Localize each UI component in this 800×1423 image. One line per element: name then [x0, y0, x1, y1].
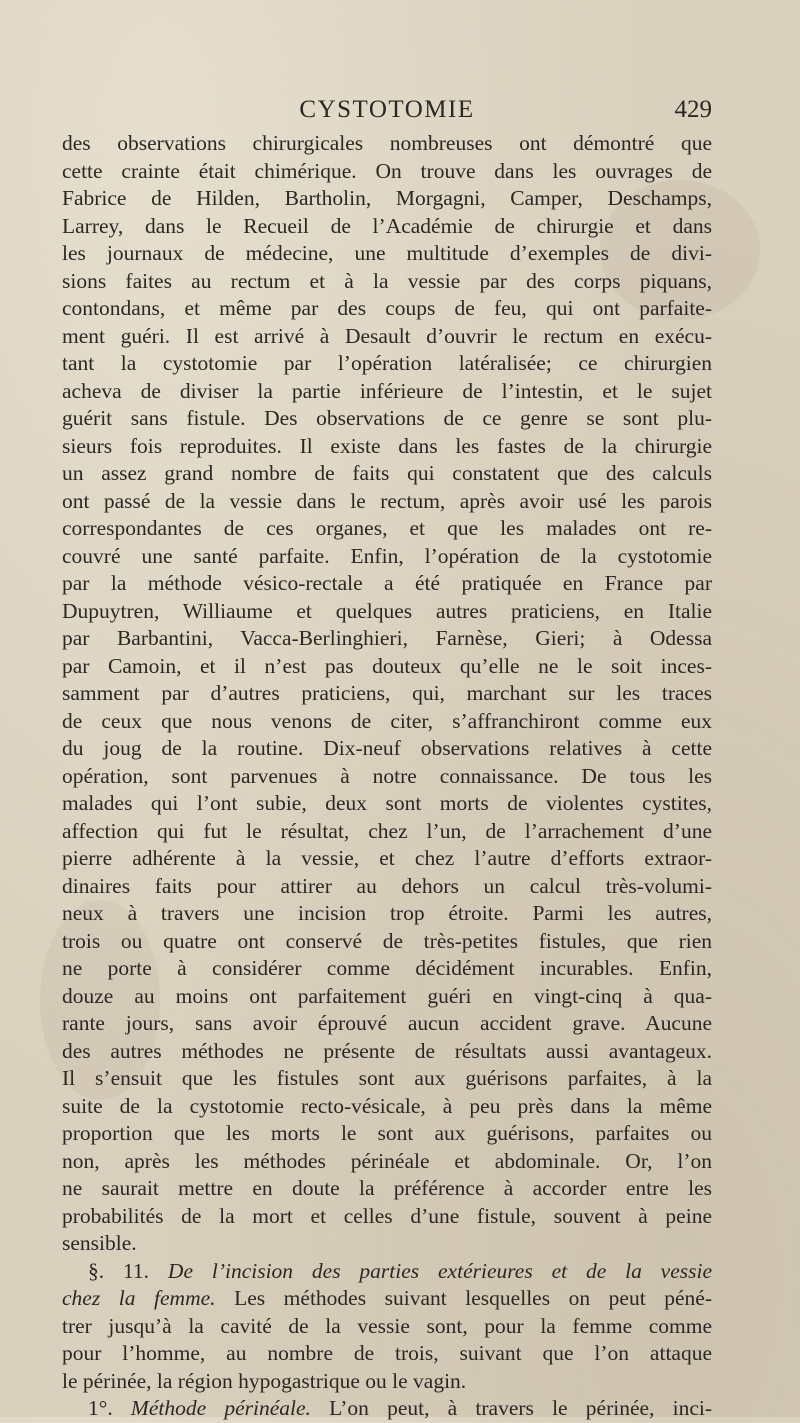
text-line: cette crainte était chimérique. On trouve dans les ouvrages de — [62, 158, 712, 183]
text-line: Dupuytren, Williaume et quelques autres praticiens, en Italie — [62, 598, 712, 623]
section-text: Les méthodes suivant lesquelles on peut péné- — [215, 1286, 712, 1310]
text-line: trer jusqu’à la cavité de la vessie sont, pour la femme comme — [62, 1313, 712, 1338]
text-line: rante jours, sans avoir éprouvé aucun accident grave. Aucune — [62, 1011, 712, 1035]
text-line: par Barbantini, Vacca-Berlinghieri, Farnèse, Gieri; à Odessa — [62, 626, 712, 650]
text-line: Fabrice de Hilden, Bartholin, Morgagni, Camper, Deschamps, — [62, 186, 712, 210]
text-line: couvré une santé parfaite. Enfin, l’opération de la cystotomie — [62, 543, 712, 568]
text-line: Il s’ensuit que les fistules sont aux guérisons parfaites, à la — [62, 1066, 712, 1090]
running-title: CYSTOTOMIE — [299, 96, 475, 123]
text-line: ne saurait mettre en doute la préférence à accorder entre les — [62, 1176, 712, 1200]
body-text — [62, 130, 712, 1423]
subsection-heading-line — [62, 1395, 712, 1423]
text-line: pierre adhérente à la vessie, et chez l’autre d’efforts extraor- — [62, 846, 712, 870]
text-line: dinaires faits pour attirer au dehors un calcul très-volumi- — [62, 873, 712, 898]
text-line: sensible. — [62, 1231, 137, 1255]
text-line: un assez grand nombre de faits qui constatent que des calculs — [62, 461, 712, 485]
text-line: acheva de diviser la partie inférieure de l’intestin, et le sujet — [62, 378, 712, 403]
section-title-continued: chez la femme. — [62, 1286, 216, 1310]
text-line: par la méthode vésico-rectale a été pratiquée en France par — [62, 571, 712, 595]
text-line: Larrey, dans le Recueil de l’Académie de chirurgie et dans — [62, 213, 712, 238]
text-line: samment par d’autres praticiens, qui, marchant sur les traces — [62, 681, 712, 705]
text-line: affection qui fut le résultat, chez l’un, de l’arrachement d’une — [62, 818, 712, 843]
text-line: ont passé de la vessie dans le rectum, après avoir usé les parois — [62, 488, 712, 513]
text-line: sions faites au rectum et à la vessie par des corps piquans, — [62, 268, 712, 293]
subsection-title: Méthode périnéale. — [130, 1396, 311, 1420]
text-line: des autres méthodes ne présente de résultats aussi avantageux. — [62, 1038, 712, 1063]
section-number: §. 11. — [88, 1258, 150, 1283]
subsection-number: 1°. — [88, 1396, 113, 1420]
text-line: par Camoin, et il n’est pas douteux qu’elle ne le soit inces- — [62, 653, 712, 678]
text-line: des observations chirurgicales nombreuses ont démontré que — [62, 131, 712, 155]
text-line: du joug de la routine. Dix-neuf observations relatives à cette — [62, 736, 712, 760]
section-heading-line — [62, 1285, 712, 1313]
text-line: trois ou quatre ont conservé de très-petites fistules, que rien — [62, 928, 712, 953]
text-line: contondans, et même par des coups de feu, qui ont parfaite- — [62, 296, 712, 320]
section-title: De l’incision des parties extérieures et de la vessie — [167, 1258, 712, 1283]
text-line: proportion que les morts le sont aux guérisons, parfaites ou — [62, 1121, 712, 1145]
subsection-text: L’on peut, à travers le périnée, inci- — [310, 1396, 712, 1420]
text-line: probabilités de la mort et celles d’une fistule, souvent à peine — [62, 1203, 712, 1228]
text-line: sieurs fois reproduites. Il existe dans les fastes de la chirurgie — [62, 433, 712, 458]
text-line: opération, sont parvenues à notre connaissance. De tous les — [62, 763, 712, 788]
page-number: 429 — [674, 96, 712, 123]
text-line: tant la cystotomie par l’opération latéralisée; ce chirurgien — [62, 351, 712, 375]
text-line: correspondantes de ces organes, et que les malades ont re- — [62, 516, 712, 540]
text-line: neux à travers une incision trop étroite. Parmi les autres, — [62, 901, 712, 925]
text-line: ne porte à considérer comme décidément incurables. Enfin, — [62, 956, 712, 980]
text-line: douze au moins ont parfaitement guéri en vingt-cinq à qua- — [62, 983, 712, 1008]
text-line: les journaux de médecine, une multitude d’exemples de divi- — [62, 241, 712, 265]
text-line: guérit sans fistule. Des observations de ce genre se sont plu- — [62, 406, 712, 430]
text-line: le périnée, la région hypogastrique ou le vagin. — [62, 1368, 467, 1393]
text-line: pour l’homme, au nombre de trois, suivant que l’on attaque — [62, 1341, 712, 1365]
text-line: ment guéri. Il est arrivé à Desault d’ouvrir le rectum en exécu- — [62, 323, 712, 348]
section-heading-line — [62, 1258, 712, 1286]
text-line: de ceux que nous venons de citer, s’affranchiront comme eux — [62, 708, 712, 733]
text-line: suite de la cystotomie recto-vésicale, à peu près dans la même — [62, 1093, 712, 1118]
text-line: non, après les méthodes périnéale et abdominale. Or, l’on — [62, 1148, 712, 1173]
text-line: malades qui l’ont subie, deux sont morts de violentes cystites, — [62, 791, 712, 815]
